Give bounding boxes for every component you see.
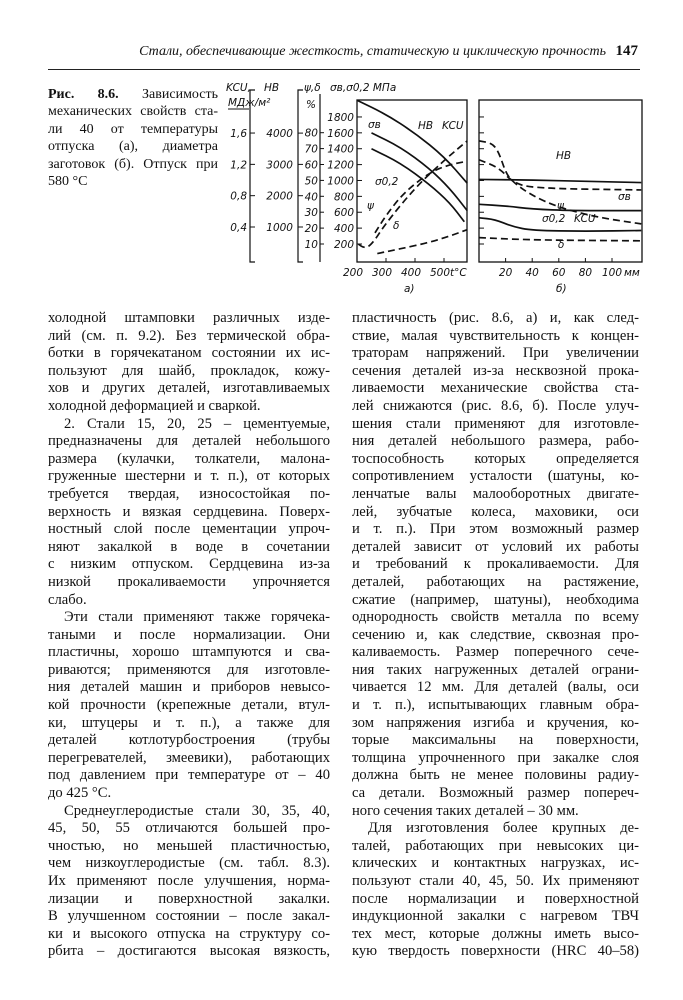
text-line: Эти стали применяют также горячека- (64, 609, 330, 626)
text-line: тех мест, которые должны иметь высо- (352, 925, 639, 942)
text-line: под давлением при температуре от – 40 (48, 767, 330, 784)
text-line: 45, 50, 55 отличаются большей про- (48, 820, 330, 837)
text-line: каливаемость. Размер поперечного сече- (352, 644, 639, 661)
mpa-tick-label: 400 (333, 223, 354, 236)
panel-b-label: б) (556, 283, 567, 295)
text-line: шения стали применяют для изготовле- (352, 415, 639, 432)
curve-label: HB (418, 120, 434, 132)
text-line: лей снижаются (рис. 8.6, б). После улуч- (352, 397, 639, 414)
text-line: деталей, работающих на растяжение, (352, 573, 639, 590)
pct-tick-label: 20 (304, 223, 318, 236)
mpa-tick-label: 800 (333, 191, 354, 204)
kcu-axis-unit: МДж/м² (228, 97, 271, 109)
panel-b-x-label: мм (624, 267, 640, 279)
panel-a-x-tick-label: 200 (342, 267, 364, 279)
panel-b-x-tick-label: 60 (552, 267, 566, 279)
text-line: индукционной закалки с нагревом ТВЧ (352, 908, 639, 925)
curve-psi-panel-0 (375, 161, 467, 233)
kcu-tick-label: 1,2 (230, 159, 247, 172)
text-line: требуется твердая, износостойкая по- (48, 485, 330, 502)
text-line: однородность свойств металла по всему (352, 609, 639, 626)
text-line: чивается 12 мм. Для деталей (валы, оси (352, 679, 639, 696)
pct-axis-unit: % (306, 99, 316, 111)
hb-axis-line (298, 90, 303, 262)
text-line: Для изготовления более крупных де- (368, 820, 639, 837)
mpa-tick-label: 1600 (327, 127, 354, 140)
text-line: ния деталей небольшого размера, рабо- (352, 433, 639, 450)
kcu-tick-label: 0,8 (230, 190, 247, 203)
caption-line: механических свойств ста- (48, 104, 218, 120)
text-line: пользуют стали 40, 45, 50. Их применяют (352, 873, 639, 889)
text-line: предназначены для деталей небольшого (48, 433, 330, 450)
mpa-tick-label: 1400 (327, 143, 354, 156)
text-line: тоспособность которых определяется (352, 450, 639, 467)
text-line: В улучшенном состоянии – после закал- (48, 908, 330, 925)
text-line: деталей котлотурбостроения (трубы (48, 732, 330, 749)
text-line: холодной штамповки различных изде- (48, 310, 330, 326)
text-line: деталей зависит от условий их работы (352, 538, 639, 555)
text-line: чем низкоуглеродистые (см. табл. 8.3). (48, 855, 330, 872)
hb-tick-label: 2000 (266, 190, 293, 203)
text-line: ного сечения таких деталей – 30 мм. (352, 802, 579, 819)
text-line: клических и контактных нагрузках, ис- (352, 855, 639, 872)
panel-b-x-tick-label: 80 (578, 267, 593, 279)
caption-line: отпуска (а), диаметра (48, 139, 218, 155)
text-line: кую твердость поверхности (HRC 40–58) (352, 943, 639, 960)
text-line: ки и высокого отпуска на структуру со- (48, 925, 330, 942)
text-line: пластичны, хорошо штампуются и сва- (48, 644, 330, 661)
caption-line: заготовок (б). Отпуск при (48, 156, 218, 172)
panel-a-x-tick-label: 500 (429, 267, 451, 279)
figure-8-6 (0, 0, 683, 300)
text-line: ботки в горячекатаном состоянии их ис- (48, 345, 330, 362)
text-line: после нормализации и поверхностной (352, 890, 639, 907)
text-line: размера (кулачки, толкатели, малона- (48, 450, 330, 467)
text-line: толщина упрочненного при закалке слоя (352, 749, 639, 766)
pct-tick-label: 30 (304, 207, 318, 220)
text-line: ки, штуцеры и т. п.), а также для (48, 714, 330, 731)
kcu-tick-label: 0,4 (230, 222, 247, 234)
curve-sigma-b-panel-0 (372, 133, 468, 211)
hb-tick-label: 3000 (266, 159, 293, 172)
mpa-tick-label: 1200 (327, 159, 354, 172)
panel-a-x-label: t°C (450, 267, 467, 279)
mpa-tick-label: 600 (333, 207, 354, 220)
text-line: ливаемости механические свойства ста- (352, 380, 639, 397)
running-title: Стали, обеспечивающие жесткость, статическую и циклическую прочность (139, 44, 606, 59)
panel-a-x-tick-label: 300 (371, 267, 393, 279)
text-line: сжатие (например, шатуны), необходима (352, 591, 639, 608)
text-line: перегревателей, змеевики), работающих (48, 749, 330, 766)
panel-a-label: а) (404, 283, 415, 295)
caption-label: Рис. 8.6. (48, 87, 119, 102)
text-line: чностью, но меньшей пластичностью, (48, 837, 330, 854)
text-line: 2. Стали 15, 20, 25 – цементуемые, (64, 415, 330, 432)
pct-tick-label: 80 (304, 127, 318, 140)
text-line: пользуют для шайб, прокладок, кожу- (48, 362, 330, 379)
curve-label: δ (393, 220, 400, 232)
text-line: ленчатые валы малооборотных двигате- (352, 485, 639, 502)
kcu-tick-label: 1,6 (230, 128, 247, 141)
text-line: зом напряжения изгиба и кручения, ко- (352, 714, 639, 731)
text-line: и т. п.), испытывающих главным обра- (352, 697, 639, 714)
text-line: са детали. Возможный размер попереч- (352, 785, 639, 802)
text-line: лей, зубчатые колеса, маховики, оси (352, 503, 639, 520)
text-line: торые максимальны на поверхности, (352, 732, 639, 749)
mpa-tick-label: 200 (333, 239, 354, 251)
hb-tick-label: 4000 (266, 128, 293, 141)
text-line: и т. п.). При этом возможный размер (352, 521, 639, 538)
curve-label: KCU (442, 120, 464, 132)
curve-label: ψ (367, 200, 374, 212)
text-line: холодной деформацией и сваркой. (48, 397, 261, 414)
text-line: сечению и, как следствие, сквозная про- (352, 626, 639, 643)
panel-b-x-tick-label: 20 (498, 267, 513, 279)
text-line: до 425 °С. (48, 785, 112, 802)
panel-b-x-tick-label: 40 (525, 267, 539, 279)
text-line: и требований к прокаливаемости. Для (352, 556, 639, 573)
text-line: должна быть не менее половины радиу- (352, 767, 639, 784)
text-line: с низким отпуском. Сердцевина из-за (48, 556, 330, 573)
curve-delta-panel-0 (377, 230, 467, 254)
text-line: ния деталей машин и приборов невысо- (48, 679, 330, 696)
text-line: ния таких нагруженных деталей ограни- (352, 661, 639, 678)
text-line: Их применяют после улучшения, норма- (48, 873, 330, 889)
text-line: сечения деталей из-за несквозной прока- (352, 362, 639, 379)
text-line: траторам напряжений. При увеличении (352, 345, 639, 362)
text-line: риваются; применяются для изготовле- (48, 661, 330, 678)
text-line: пластичность (рис. 8.6, а) и, как след- (352, 310, 639, 326)
text-line: ностный слой после цементации упроч- (48, 521, 330, 538)
text-column-left (48, 310, 330, 961)
hb-tick-label: 1000 (266, 222, 293, 234)
pct-tick-label: 50 (304, 175, 318, 188)
panel-b-x-tick-label: 100 (601, 267, 623, 279)
kcu-axis-line (250, 90, 255, 262)
caption-line: ли 40 от температуры (48, 121, 218, 137)
text-line: лизации и поверхностной закалки. (48, 890, 330, 907)
pct-tick-label: 70 (304, 143, 318, 156)
text-column-right (352, 310, 639, 961)
curve-label: HB (556, 150, 572, 162)
mpa-tick-label: 1000 (327, 175, 354, 188)
text-line: лий (см. п. 9.2). Без термической обра- (48, 327, 330, 344)
curve-label: KCU (574, 213, 596, 225)
panel-a-x-tick-label: 400 (400, 267, 422, 279)
pct-tick-label: 60 (304, 159, 318, 172)
page-number: 147 (615, 43, 638, 59)
curve-label: σв (368, 119, 381, 131)
curve-hb-panel-1 (479, 179, 641, 182)
kcu-axis-title: KCU, (226, 82, 251, 94)
pct-axis-title: ψ,δ (304, 82, 321, 94)
mpa-tick-label: 1800 (327, 111, 354, 124)
caption-text: Зависимость (142, 87, 218, 102)
text-line: Среднеуглеродистые стали 30, 35, 40, (64, 802, 330, 819)
curve-label: σв (618, 191, 631, 203)
text-line: верхность и вязкая сердцевина. Поверх- (48, 503, 330, 520)
text-line: ствие, малая чувствительность к концен- (352, 327, 639, 344)
pct-tick-label: 10 (304, 239, 318, 251)
text-line: таными и после нормализации. Они (48, 626, 330, 643)
text-line: няют закалкой в воде в сочетании (48, 538, 330, 555)
caption-line: 580 °С (48, 173, 88, 189)
text-line: рбита – достигаются высокая вязкость, (48, 943, 330, 960)
pct-tick-label: 40 (304, 191, 318, 204)
mpa-axis-title: σв,σ0,2 МПа (330, 82, 397, 94)
text-line: кой прочности (крепежные детали, втул- (48, 697, 330, 714)
text-line: сопротивлением усталости (шатуны, ко- (352, 468, 639, 485)
curve-label: σ0,2 (375, 176, 399, 188)
text-line: низкой прокаливаемости упрочняется (48, 573, 330, 590)
curve-label: ψ (557, 200, 564, 212)
curve-label: δ (558, 239, 565, 251)
text-line: талей, работающих при невысоких ци- (352, 837, 639, 854)
text-line: слабо. (48, 591, 87, 608)
curve-label: σ0,2 (542, 213, 566, 225)
text-line: груженные шестерни и т. п.), от которых (48, 468, 330, 485)
hb-axis-title: HB (264, 82, 280, 94)
text-line: хов и других деталей, изготавливаемых (48, 380, 330, 397)
